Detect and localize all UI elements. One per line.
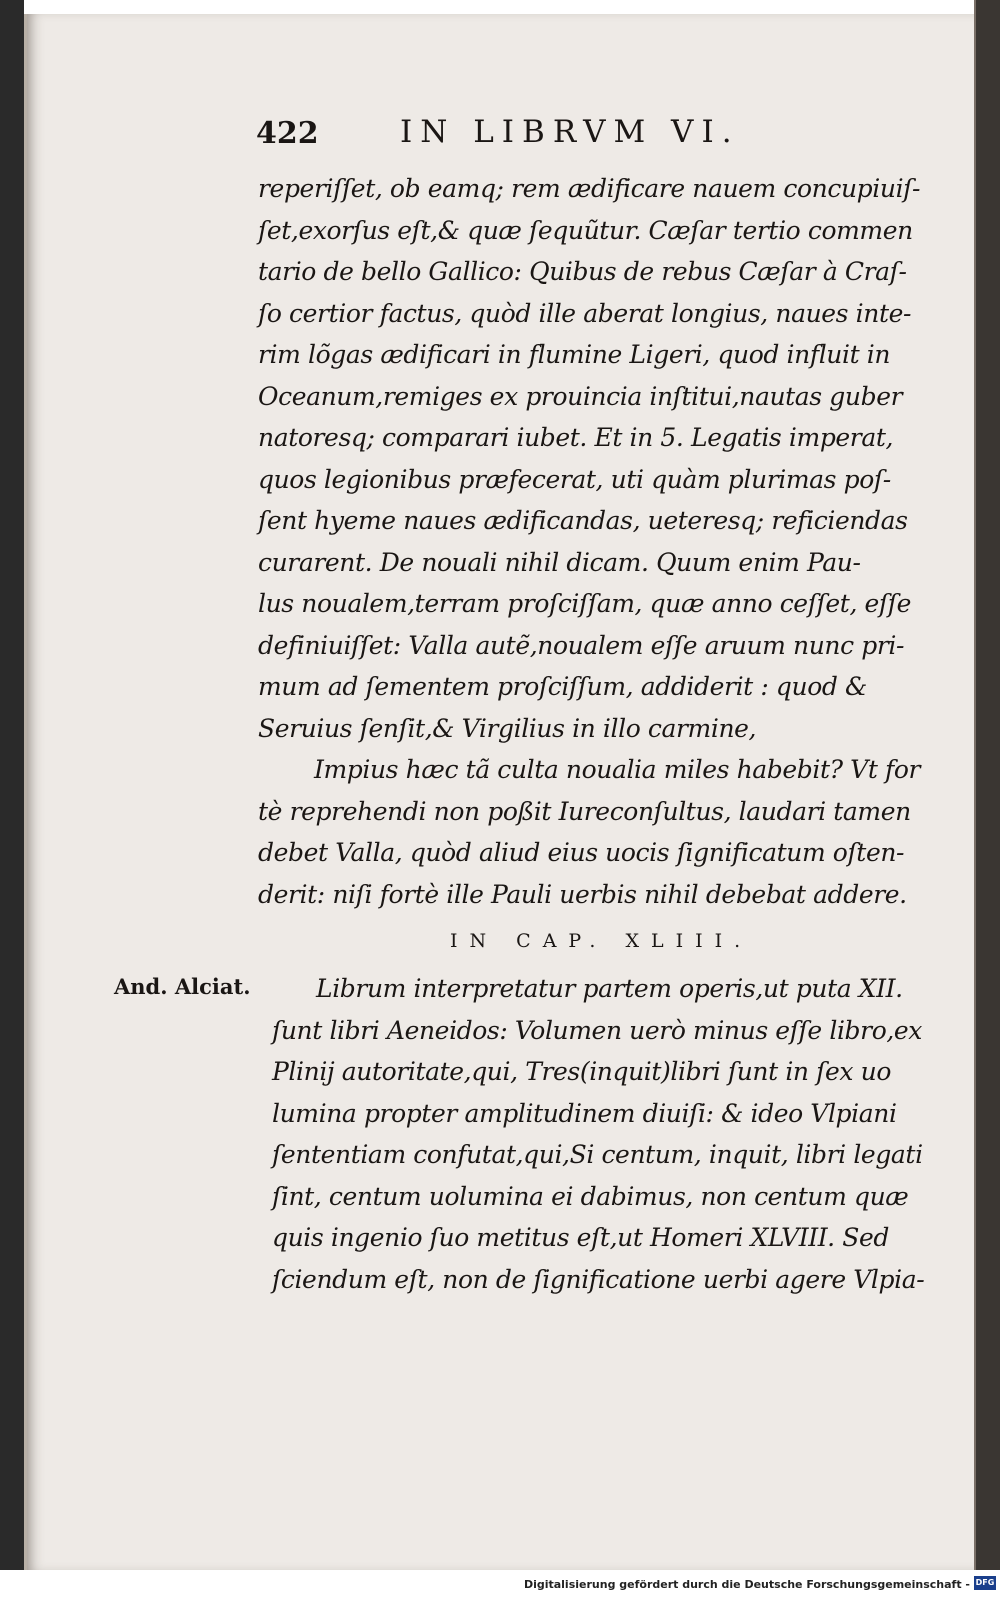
text-line: debet Valla, quòd aliud eius uocis ſignificatum oſten-: [258, 838, 905, 867]
section-heading: IN CAP. XLIII.: [450, 930, 753, 952]
text-line: tè reprehendi non poßit Iureconſultus, laudari tamen: [258, 796, 911, 826]
text-line: ſententiam confutat,qui,Si centum, inquit, libri legati: [272, 1140, 923, 1169]
section-text: [272, 968, 952, 1300]
text-line: lus noualem,terram proſciſſam, quæ anno ceſſet, eſſe: [258, 589, 912, 618]
text-line: Oceanum,remiges ex prouincia inſtitui,nautas guber: [258, 381, 903, 411]
text-line: ſint, centum uolumina ei dabimus, non centum quæ: [272, 1181, 909, 1211]
text-line: definiuiſſet: Valla autẽ,noualem eſſe aruum nunc pri-: [258, 630, 905, 660]
text-line: ſciendum eſt, non de ſignificatione uerbi agere Vlpia-: [272, 1264, 925, 1294]
text-line: natoresq; comparari iubet. Et in 5. Legatis imperat,: [258, 423, 894, 452]
scan-right-border: [974, 0, 1000, 1570]
text-line: curarent. De nouali nihil dicam. Quum enim Pau-: [258, 547, 861, 577]
text-line: mum ad ſementem proſciſſum, addiderit : quod &: [258, 672, 867, 701]
text-line: reperiſſet, ob eamq; rem ædificare nauem concupiuiſ-: [258, 174, 921, 203]
footer-bar: [0, 1570, 1000, 1599]
running-head: [256, 114, 876, 158]
text-line: derit: niſi fortè ille Pauli uerbis nihil debebat addere.: [258, 879, 907, 909]
text-line: ſo certior factus, quòd ille aberat longius, naues inte-: [258, 298, 912, 328]
text-line: ſent hyeme naues ædificandas, ueteresq; reficiendas: [258, 506, 908, 535]
page-number: 422: [256, 116, 319, 151]
text-line: Seruius ſenſit,& Virgilius in illo carmine,: [258, 713, 757, 743]
marginal-note: And. Alciat.: [114, 974, 251, 999]
text-line: quis ingenio ſuo metitus eſt,ut Homeri XLVIII. Sed: [272, 1223, 889, 1252]
text-line: Librum interpretatur partem operis,ut puta XII.: [316, 974, 903, 1003]
running-title: IN LIBRVM VI.: [400, 114, 740, 150]
text-line: lumina propter amplitudinem diuiſi: & ideo Vlpiani: [272, 1098, 897, 1128]
text-line: ſunt libri Aeneidos: Volumen uerò minus eſſe libro,ex: [272, 1015, 922, 1045]
footer-credit: Digitalisierung gefördert durch die Deutsche Forschungsgemeinschaft -: [523, 1578, 970, 1591]
text-line: ſet,exorſus eſt,& quæ ſequũtur. Cæſar tertio commen: [258, 215, 913, 245]
text-line: tario de bello Gallico: Quibus de rebus Cæſar à Craſ-: [258, 257, 907, 286]
verse-line: Impius hæc tã culta noualia miles habebit? Vt for: [314, 755, 921, 784]
text-line: Plinij autoritate,qui, Tres(inquit)libri ſunt in ſex uo: [272, 1057, 892, 1086]
text-line: rim lõgas ædificari in flumine Ligeri, quod influit in: [258, 340, 891, 369]
text-line: quos legionibus præfecerat, uti quàm plurimas poſ-: [258, 464, 891, 494]
scan-left-border: [0, 0, 24, 1599]
main-text: [258, 168, 938, 915]
dfg-logo-icon: DFG: [974, 1576, 996, 1590]
